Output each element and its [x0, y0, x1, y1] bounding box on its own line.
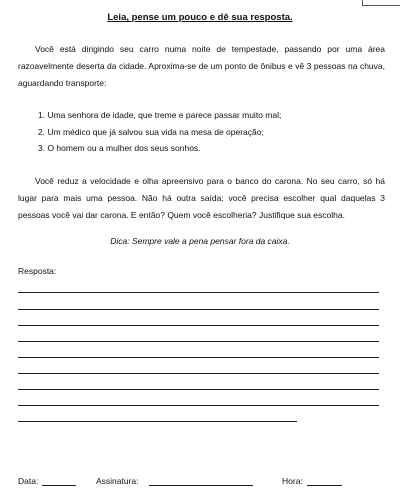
time-label: Hora: — [282, 476, 303, 486]
date-label: Data: — [18, 476, 39, 486]
intro-paragraph: Você está dirigindo seu carro numa noite de tempestade, passando por uma área razoavelmente deserta da cidade. Aproxima-se de um ponto de ônibus e vê 3 pessoas na chuva, aguardando transporte: — [18, 44, 385, 88]
answer-line[interactable] — [18, 357, 379, 358]
answer-line[interactable] — [18, 292, 379, 293]
signature-field[interactable] — [149, 485, 253, 486]
time-field[interactable] — [307, 485, 342, 486]
dilemma-paragraph: Você reduz a velocidade e olha apreensivo para o banco do carona. No seu carro, só há lugar para mais uma pessoa. Não há outra saída: você precisa escolher qual daquelas 3 pessoas você vai dar carona. E então? Quem você escolheria? Justifique sua escolha. — [18, 176, 385, 220]
option-item: 3. O homem ou a mulher dos seus sonhos. — [38, 143, 201, 153]
date-field[interactable] — [42, 485, 76, 486]
answer-line[interactable] — [18, 389, 379, 390]
tip-text: Dica: Sempre vale a pena pensar fora da caixa. — [110, 236, 290, 246]
page-title: Leia, pense um pouco e dê sua resposta. — [107, 12, 293, 23]
corner-mark — [362, 0, 400, 6]
options-list — [38, 107, 281, 157]
answer-label: Resposta: — [18, 266, 57, 276]
answer-line[interactable] — [18, 405, 379, 406]
answer-line[interactable] — [18, 421, 297, 422]
signature-footer — [0, 476, 400, 490]
answer-line[interactable] — [18, 309, 379, 310]
signature-label: Assinatura: — [96, 476, 139, 486]
answer-line[interactable] — [18, 325, 379, 326]
option-item: 1. Uma senhora de idade, que treme e parece passar muito mal; — [38, 110, 282, 120]
answer-line[interactable] — [18, 373, 379, 374]
option-item: 2. Um médico que já salvou sua vida na mesa de operação; — [38, 126, 264, 137]
answer-line[interactable] — [18, 341, 379, 342]
